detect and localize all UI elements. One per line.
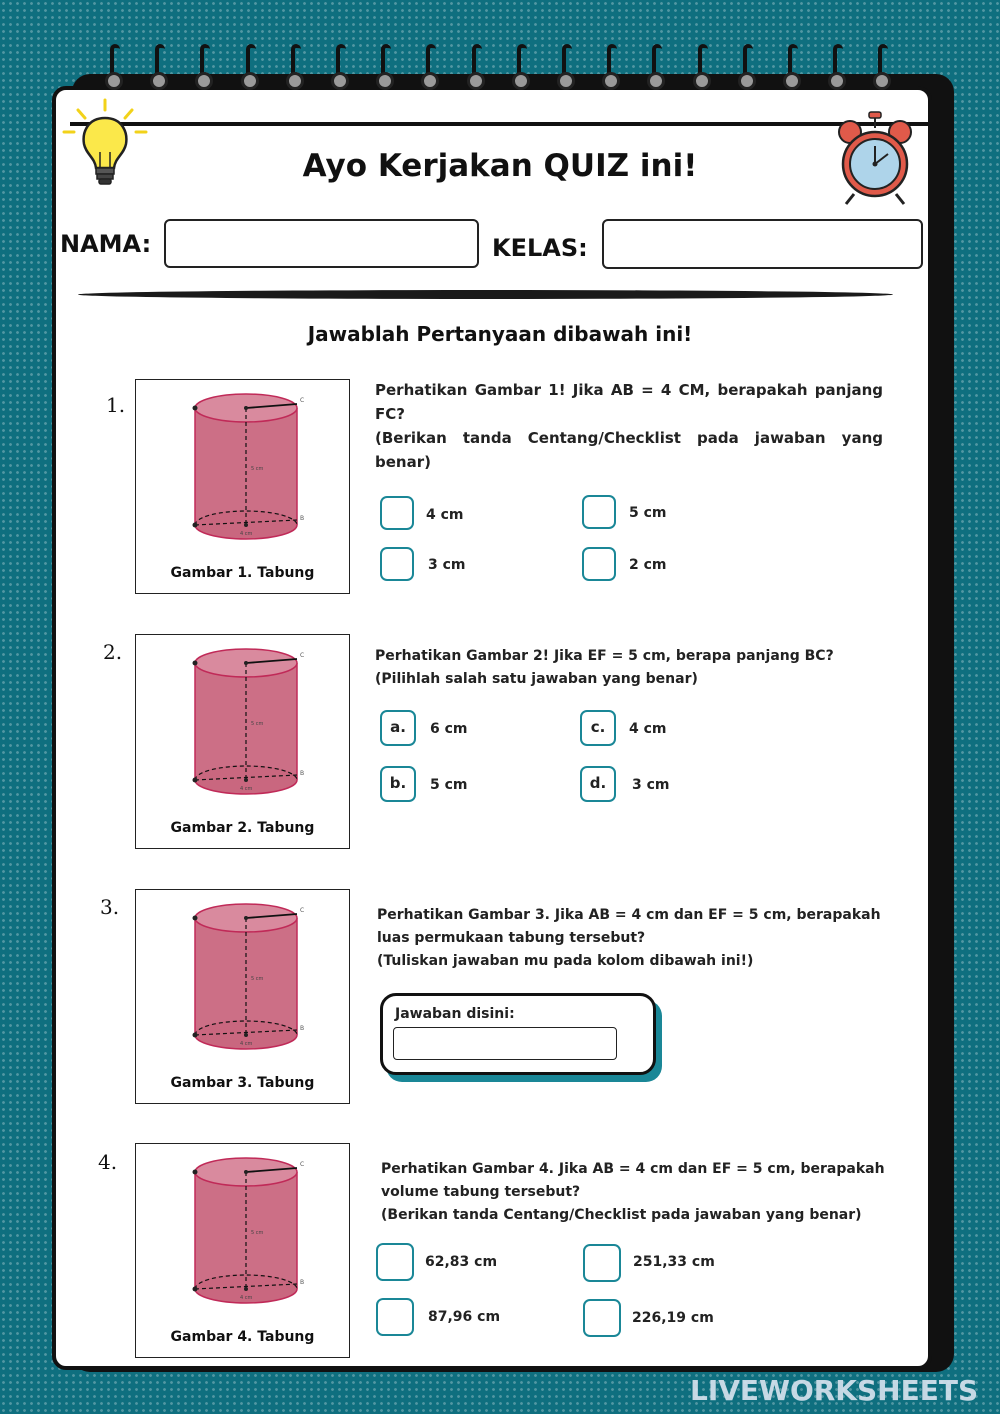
option-label: 251,33 cm xyxy=(633,1254,715,1270)
svg-text:4 cm: 4 cm xyxy=(240,786,253,792)
question-instruction: (Berikan tanda Centang/Checklist pada jawaban yang benar) xyxy=(381,1207,862,1223)
figure-box xyxy=(135,1143,350,1358)
spiral-ring xyxy=(153,44,167,90)
instructions-heading: Jawablah Pertanyaan dibawah ini! xyxy=(307,322,693,346)
option-label: 62,83 cm xyxy=(425,1254,498,1270)
question-line: Perhatikan Gambar 1! Jika AB = 4 CM, berapakah panjang FC? xyxy=(375,381,883,423)
checkbox-option-c[interactable] xyxy=(376,1298,414,1336)
figure-caption: Gambar 3. Tabung xyxy=(170,1075,315,1091)
figure-caption: Gambar 2. Tabung xyxy=(170,820,315,836)
question-number: 1. xyxy=(106,393,126,417)
spiral-ring xyxy=(515,44,529,90)
svg-text:5 cm: 5 cm xyxy=(251,466,264,472)
question-line: Perhatikan Gambar 3. Jika AB = 4 cm dan EF = 5 cm, berapakah luas permukaan tabung tersebut? xyxy=(377,907,881,946)
spiral-ring xyxy=(831,44,845,90)
header-divider xyxy=(70,122,932,126)
choice-b-button[interactable]: b. xyxy=(380,766,416,802)
spiral-ring xyxy=(198,44,212,90)
spiral-ring xyxy=(696,44,710,90)
option-label: 2 cm xyxy=(629,557,667,573)
question-number: 2. xyxy=(103,640,123,664)
svg-text:C: C xyxy=(300,397,305,404)
spiral-ring xyxy=(244,44,258,90)
svg-text:C: C xyxy=(300,907,305,914)
choice-d-button[interactable]: d. xyxy=(580,766,616,802)
question-line: Perhatikan Gambar 4. Jika AB = 4 cm dan EF = 5 cm, berapakah volume tabung tersebut? xyxy=(381,1161,885,1200)
answer-label: Jawaban disini: xyxy=(395,1006,515,1022)
checkbox-option-b[interactable] xyxy=(582,495,616,529)
svg-text:B: B xyxy=(300,770,305,777)
question-instruction: (Tuliskan jawaban mu pada kolom dibawah ini!) xyxy=(377,953,754,969)
choice-c-button[interactable]: c. xyxy=(580,710,616,746)
checkbox-option-a[interactable] xyxy=(380,496,414,530)
spiral-ring xyxy=(289,44,303,90)
question-number: 4. xyxy=(98,1150,118,1174)
checkbox-option-d[interactable] xyxy=(583,1299,621,1337)
svg-text:C: C xyxy=(300,652,305,659)
page-title: Ayo Kerjakan QUIZ ini! xyxy=(302,148,698,184)
option-label: 5 cm xyxy=(629,505,667,521)
figure-box xyxy=(135,634,350,849)
cylinder-figure xyxy=(176,900,316,1060)
option-label: 226,19 cm xyxy=(632,1310,714,1326)
option-label: 3 cm xyxy=(632,777,670,793)
spiral-ring xyxy=(876,44,890,90)
spiral-ring xyxy=(650,44,664,90)
spiral-ring xyxy=(741,44,755,90)
spiral-ring xyxy=(470,44,484,90)
question-instruction: (Pilihlah salah satu jawaban yang benar) xyxy=(375,671,698,687)
spiral-ring xyxy=(560,44,574,90)
checkbox-option-a[interactable] xyxy=(376,1243,414,1281)
question-text xyxy=(381,1158,893,1227)
checkbox-option-d[interactable] xyxy=(582,547,616,581)
cylinder-figure xyxy=(176,645,316,805)
svg-text:5 cm: 5 cm xyxy=(251,1230,264,1236)
liveworksheets-logo: LIVEWORKSHEETS xyxy=(690,1374,979,1407)
brush-divider xyxy=(77,290,894,299)
svg-text:4 cm: 4 cm xyxy=(240,531,253,537)
spiral-ring xyxy=(786,44,800,90)
figure-caption: Gambar 1. Tabung xyxy=(170,565,315,581)
spiral-ring xyxy=(379,44,393,90)
svg-text:5 cm: 5 cm xyxy=(251,721,264,727)
spiral-ring xyxy=(605,44,619,90)
svg-text:B: B xyxy=(300,1279,305,1286)
option-label: 87,96 cm xyxy=(428,1309,501,1325)
svg-text:5 cm: 5 cm xyxy=(251,976,264,982)
nama-label: NAMA: xyxy=(60,230,152,258)
question-number: 3. xyxy=(100,895,120,919)
figure-box xyxy=(135,889,350,1104)
svg-text:C: C xyxy=(300,1161,305,1168)
kelas-label: KELAS: xyxy=(492,234,588,262)
svg-text:B: B xyxy=(300,515,305,522)
spiral-ring xyxy=(108,44,122,90)
question-text xyxy=(375,645,895,691)
question-text xyxy=(377,904,887,973)
option-label: 6 cm xyxy=(430,721,468,737)
answer-input[interactable] xyxy=(393,1027,617,1060)
spiral-ring xyxy=(424,44,438,90)
question-line: Perhatikan Gambar 2! Jika EF = 5 cm, berapa panjang BC? xyxy=(375,648,834,664)
kelas-input[interactable] xyxy=(602,219,923,269)
option-label: 3 cm xyxy=(428,557,466,573)
figure-caption: Gambar 4. Tabung xyxy=(170,1329,315,1345)
checkbox-option-b[interactable] xyxy=(583,1244,621,1282)
spiral-ring xyxy=(334,44,348,90)
figure-box xyxy=(135,379,350,594)
question-instruction: (Berikan tanda Centang/Checklist pada jawaban yang benar) xyxy=(375,429,883,471)
cylinder-figure xyxy=(176,390,316,550)
option-label: 5 cm xyxy=(430,777,468,793)
cylinder-figure xyxy=(176,1154,316,1314)
svg-text:B: B xyxy=(300,1025,305,1032)
svg-text:4 cm: 4 cm xyxy=(240,1295,253,1301)
option-label: 4 cm xyxy=(426,507,464,523)
checkbox-option-c[interactable] xyxy=(380,547,414,581)
svg-text:4 cm: 4 cm xyxy=(240,1041,253,1047)
choice-a-button[interactable]: a. xyxy=(380,710,416,746)
nama-input[interactable] xyxy=(164,219,479,268)
question-text xyxy=(375,378,883,474)
option-label: 4 cm xyxy=(629,721,667,737)
